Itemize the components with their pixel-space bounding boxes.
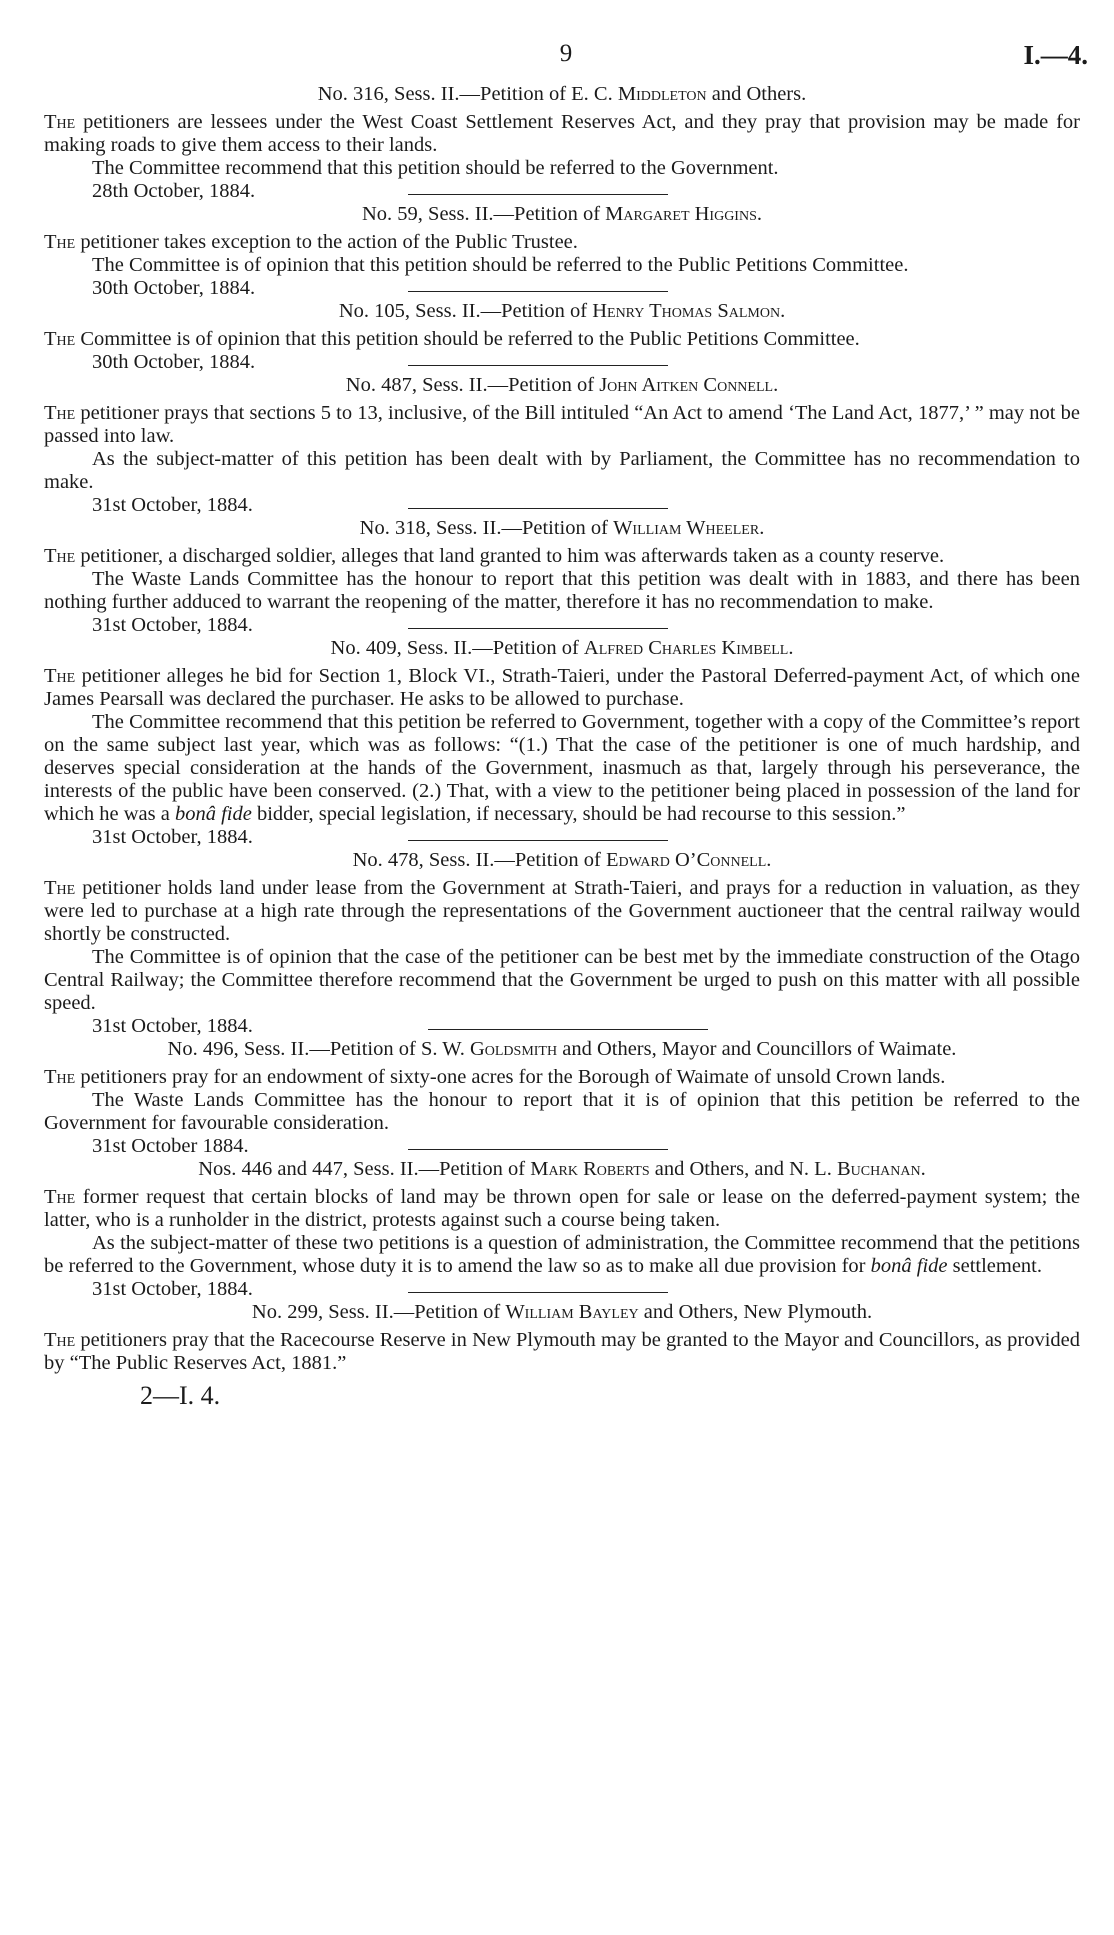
petition-statement: The petitioner, a discharged soldier, alleges that land granted to him was afterwards taken as a county reserve. [44,545,945,567]
petition-statement: The petitioners are lessees under the West Coast Settlement Reserves Act, and they pray that provision may be made for making roads to give them access to their lands. [44,111,1080,156]
section-divider [408,840,668,841]
petition-statement: The petitioner prays that sections 5 to 13, inclusive, of the Bill intituled “An Act to amend ‘The Land Act, 1877,’ ” may not be passed into law. [44,402,1080,447]
report-date: 31st October 1884. [92,1135,249,1157]
petitioner-name: Edward O’Connell [606,849,767,871]
petition-title: No. 409, Sess. II.—Petition of Alfred Charles Kimbell. [330,637,794,659]
petition-statement: The petitioner holds land under lease from the Government at Strath-Taieri, and prays for a reduction in valuation, as they were led to purchase at a high rate through the representations of the Government auctioneer that the central railway would shortly be constructed. [44,877,1080,945]
petition-statement: The petitioner alleges he bid for Section 1, Block VI., Strath-Taieri, under the Pastoral Deferred-payment Act, of which one James Pearsall was declared the purchaser. He asks to be allowed to purchase. [44,665,1080,710]
signature-mark: 2—I. 4. [140,1381,221,1410]
committee-recommendation: The Committee recommend that this petition should be referred to the Government. [92,157,779,179]
petition-entry [44,848,1080,1037]
petition-statement: The former request that certain blocks of land may be thrown open for sale or lease on the deferred-payment system; the latter, who is a runholder in the district, protests against such a course being taken. [44,1186,1080,1231]
document-body [44,82,1080,1411]
petition-title: No. 496, Sess. II.—Petition of S. W. Goldsmith and Others, Mayor and Councillors of Waimate. [167,1038,957,1060]
report-date: 31st October, 1884. [92,826,253,848]
petition-entry [44,1157,1080,1300]
section-divider [408,365,668,366]
petition-title: Nos. 446 and 447, Sess. II.—Petition of Mark Roberts and Others, and N. L. Buchanan. [198,1158,926,1180]
page-number: 9 [559,40,573,67]
section-divider [408,291,668,292]
petitioner-name: Alfred Charles Kimbell [583,637,789,659]
petitioner-name: William Bayley [505,1301,639,1323]
report-date: 30th October, 1884. [92,277,256,299]
section-divider [428,1029,708,1030]
report-date: 31st October, 1884. [92,614,253,636]
petition-entry [44,1300,1080,1375]
petition-statement: The petitioners pray that the Racecourse Reserve in New Plymouth may be granted to the Mayor and Councillors, as provided by “The Public Reserves Act, 1881.” [44,1329,1080,1374]
petition-title: No. 316, Sess. II.—Petition of E. C. Middleton and Others. [317,83,807,105]
petitioner-name-2: N. L. Buchanan [789,1158,921,1180]
petition-title: No. 299, Sess. II.—Petition of William Bayley and Others, New Plymouth. [251,1301,873,1323]
petitioner-name: John Aitken Connell [599,374,774,396]
petitioner-name: E. C. Middleton [571,83,707,105]
committee-recommendation: The Committee is of opinion that this petition should be referred to the Public Petitions Committee. [44,328,860,350]
committee-recommendation: The Committee is of opinion that the case of the petitioner can be best met by the immediate construction of the Otago Central Railway; the Committee therefore recommend that the Government be urged to push on this matter with all possible speed. [44,946,1080,1014]
petition-entry [44,373,1080,516]
report-date: 28th October, 1884. [92,180,256,202]
petition-entry [44,299,1080,373]
petition-entry [44,516,1080,636]
petitioner-name: William Wheeler [613,517,760,539]
document-code: I.—4. [1023,40,1088,70]
petition-statement: The petitioners pray for an endowment of sixty-one acres for the Borough of Waimate of unsold Crown lands. [44,1066,946,1088]
petition-statement: The petitioner takes exception to the action of the Public Trustee. [44,231,578,253]
petition-entry [44,1037,1080,1157]
report-date: 31st October, 1884. [92,494,253,516]
page-header [44,40,1088,74]
petition-title: No. 59, Sess. II.—Petition of Margaret Higgins. [362,203,762,225]
committee-recommendation: The Committee recommend that this petition be referred to Government, together with a copy of the Committee’s report on the same subject last year, which was as follows: “(1.) That the case of the petitioner is one of much hardship, and deserves special consideration at the hands of the Government, inasmuch as that, largely through his perseverance, the interests of the public have been conserved. (2.) That, with a view to the petitioner being placed in possession of the land for which he was a bonâ fide bidder, special legislation, if necessary, should be had recourse to this session.” [44,711,1080,825]
committee-recommendation: The Committee is of opinion that this petition should be referred to the Public Petitions Committee. [92,254,909,276]
section-divider [408,508,668,509]
petition-title: No. 487, Sess. II.—Petition of John Aitken Connell. [345,374,779,396]
petition-title: No. 105, Sess. II.—Petition of Henry Thomas Salmon. [338,300,786,322]
petition-title: No. 318, Sess. II.—Petition of William Wheeler. [359,517,765,539]
petitioner-name: S. W. Goldsmith [420,1038,558,1060]
petition-title: No. 478, Sess. II.—Petition of Edward O’Connell. [352,849,772,871]
petition-entry [44,202,1080,299]
committee-recommendation: As the subject-matter of this petition has been dealt with by Parliament, the Committee has no recommendation to make. [44,448,1080,493]
petition-entry [44,636,1080,848]
committee-recommendation: The Waste Lands Committee has the honour to report that it is of opinion that this petition be referred to the Government for favourable consideration. [44,1089,1080,1134]
petitioner-name: Margaret Higgins [605,203,757,225]
committee-recommendation: As the subject-matter of these two petitions is a question of administration, the Committee recommend that the petitions be referred to the Government, whose duty it is to amend the law so as to make all due provision for bonâ fide settlement. [44,1232,1080,1277]
section-divider [408,1149,668,1150]
section-divider [408,628,668,629]
report-date: 30th October, 1884. [92,351,256,373]
section-divider [408,1292,668,1293]
section-divider [408,194,668,195]
committee-recommendation: The Waste Lands Committee has the honour to report that this petition was dealt with in 1883, and there has been nothing further adduced to warrant the reopening of the matter, therefore it has no recommendation to make. [44,568,1080,613]
report-date: 31st October, 1884. [92,1278,253,1300]
report-date: 31st October, 1884. [92,1015,253,1037]
petition-entry [44,82,1080,202]
petitioner-name: Mark Roberts [530,1158,650,1180]
petitioner-name: Henry Thomas Salmon [592,300,781,322]
